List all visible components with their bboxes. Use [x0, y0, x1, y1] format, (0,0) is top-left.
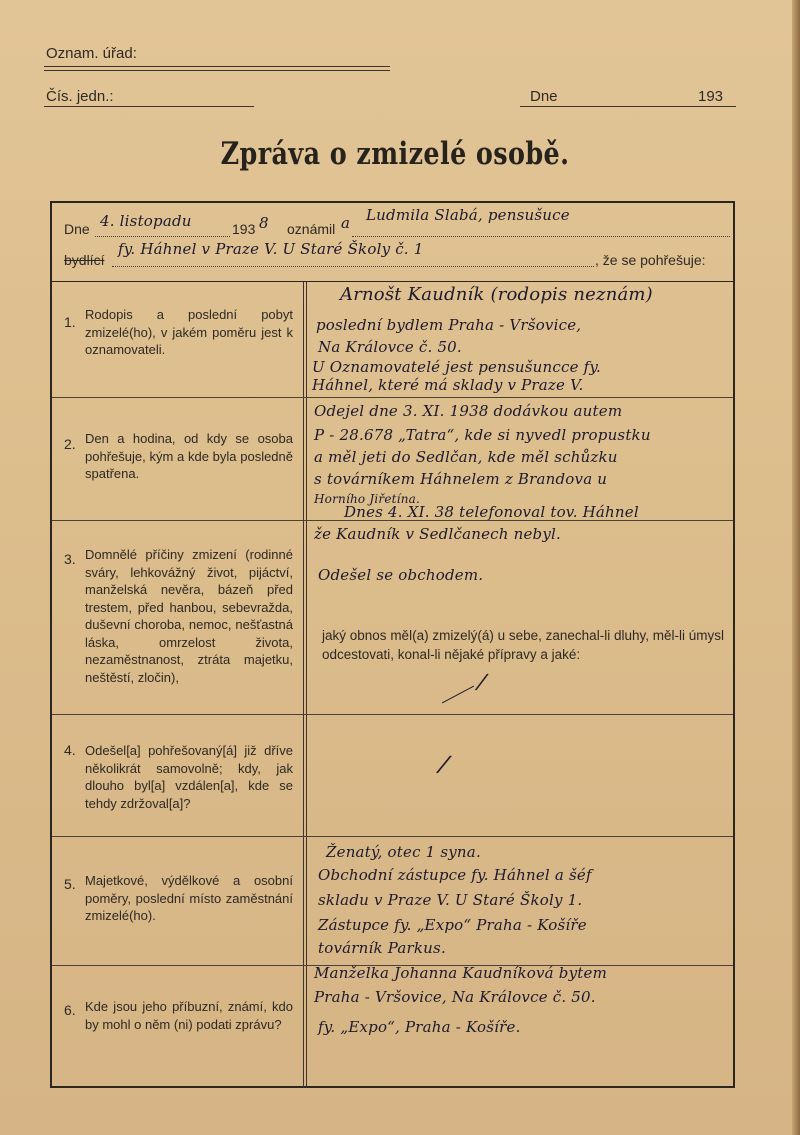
answer-line: a měl jeti do Sedlčan, kde měl schůzku	[314, 448, 618, 466]
row-divider	[52, 836, 733, 837]
answer-line: skladu v Praze V. U Staré Školy 1.	[318, 891, 583, 909]
answer-line: s továrníkem Háhnelem z Brandova u	[314, 470, 608, 488]
question-text: Domnělé příčiny zmizení (rodinné sváry, lehkovážný život, pijáctví, manželská nevěra, bázeň před trestem, před hanbou, sebevražda, duševní choroba, nemoc, nešťastná láska, omrzelost života, nezaměstnanost, ztráta majetku, neštěstí, zločin),	[85, 547, 293, 685]
sub-question-text: jaký obnos měl(a) zmizelý(á) u sebe, zanechal-li dluhy, měl-li úmysl odcestovati, konal-li nějaké přípravy a jaké:	[322, 628, 724, 662]
date-label: Dne	[530, 88, 558, 105]
number-rule	[44, 106, 254, 107]
answer-line: poslední bydlem Praha - Vršovice,	[316, 316, 582, 334]
intro-reporter-line	[352, 236, 730, 237]
row-divider	[52, 714, 733, 715]
question-text: Odešel[a] pohřešovaný[á] již dříve několikrát samovolně; kdy, jak dlouho byl[a] vzdálen[a], kde se tehdy zdržoval[a]?	[85, 743, 293, 811]
question-text: Rodopis a poslední pobyt zmizelé(ho), v jakém poměru jest k oznamovateli.	[85, 307, 293, 357]
question-text: Den a hodina, od kdy se osoba pohřešuje, kým a kde byla posledně spatřena.	[85, 431, 293, 481]
intro-missing-label: , že se pohřešuje:	[595, 252, 706, 268]
intro-year-suffix: 8	[259, 214, 269, 232]
intro-date-value: 4. listopadu	[100, 212, 192, 230]
question-number: 5.	[64, 876, 76, 892]
intro-dne-label: Dne	[64, 221, 90, 237]
intro-reported-label: oznámil	[287, 221, 336, 237]
intro-year-label: 193	[232, 221, 256, 237]
answer-line: Obchodní zástupce fy. Háhnel a šéf	[318, 866, 592, 884]
intro-reported-suffix: a	[341, 214, 351, 232]
intro-residence-value: fy. Háhnel v Praze V. U Staré Školy č. 1	[118, 240, 424, 258]
question-number: 4.	[64, 742, 76, 758]
date-rule	[520, 106, 736, 107]
answer-line: fy. „Expo“, Praha - Košíře.	[318, 1018, 521, 1036]
question-number: 2.	[64, 436, 76, 452]
answer-line: Zástupce fy. „Expo“ Praha - Košíře	[318, 916, 587, 934]
year-label: 193	[698, 88, 724, 105]
answer-line: Odejel dne 3. XI. 1938 dodávkou autem	[314, 402, 623, 420]
answer-line: továrník Parkus.	[318, 939, 446, 957]
answer-line: Na Královce č. 50.	[318, 338, 462, 356]
intro-date-line	[95, 236, 230, 237]
page-edge	[792, 0, 800, 1135]
office-rule	[44, 66, 390, 67]
question-number: 3.	[64, 551, 76, 567]
form-title: Zpráva o zmizelé osobě.	[220, 136, 570, 172]
answer-line: Dnes 4. XI. 38 telefonoval tov. Háhnel	[344, 503, 639, 521]
answer-line: P - 28.678 „Tatra“, kde si nyvedl propustku	[314, 426, 651, 444]
question-number: 1.	[64, 314, 76, 330]
answer-line: že Kaudník v Sedlčanech nebyl.	[314, 525, 561, 543]
answer-line: /	[437, 749, 452, 779]
row-divider	[52, 281, 733, 282]
answer-line: Horního Jiřetína.	[314, 492, 421, 506]
office-rule-double	[44, 70, 390, 71]
question-number: 6.	[64, 1002, 76, 1018]
answer-line: Ženatý, otec 1 syna.	[326, 843, 481, 861]
answer-line: U Oznamovatelé jest pensušuncce fy.	[312, 358, 602, 376]
question-text: Majetkové, výdělkové a osobní poměry, poslední místo zaměstnání zmizelé(ho).	[85, 873, 293, 923]
intro-residing-label: bydlící	[64, 252, 105, 268]
column-divider-double	[306, 282, 307, 1088]
office-label: Oznam. úřad:	[46, 45, 137, 62]
answer-line: Manželka Johanna Kaudníková bytem	[314, 964, 607, 982]
answer-line: Praha - Vršovice, Na Královce č. 50.	[314, 988, 596, 1006]
sub-answer: /	[475, 669, 488, 696]
intro-residence-line	[112, 266, 594, 267]
number-label: Čís. jedn.:	[46, 88, 114, 105]
column-divider	[303, 282, 304, 1088]
question-text: Kde jsou jeho příbuzní, známí, kdo by mohl o něm (ni) podati zprávu?	[85, 999, 293, 1032]
intro-reporter-value: Ludmila Slabá, pensušuce	[366, 206, 570, 224]
row-divider	[52, 397, 733, 398]
answer-line: Arnošt Kaudník (rodopis neznám)	[340, 284, 653, 305]
answer-line: Odešel se obchodem.	[318, 566, 484, 584]
answer-line: Háhnel, které má sklady v Praze V.	[312, 376, 584, 394]
